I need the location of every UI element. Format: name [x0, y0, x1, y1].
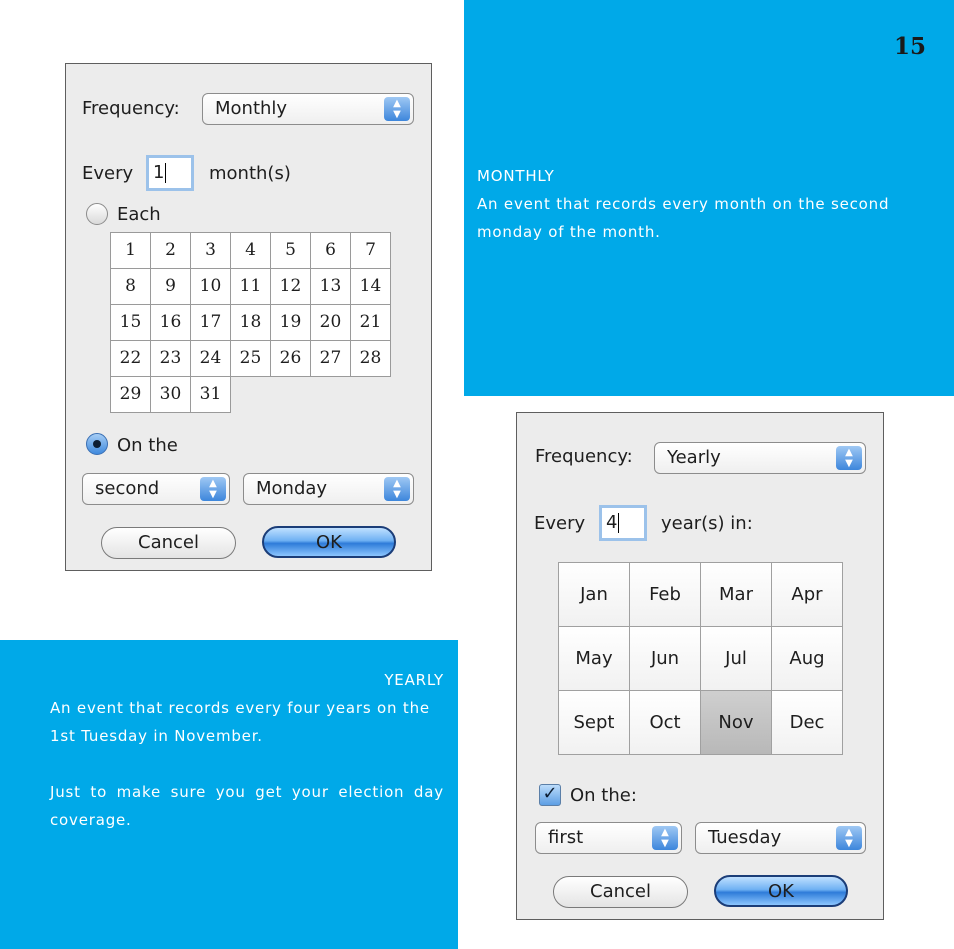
each-label: Each [117, 204, 161, 225]
day-cell[interactable]: 10 [191, 269, 231, 305]
day-cell[interactable]: 4 [231, 233, 271, 269]
day-cell[interactable]: 21 [351, 305, 391, 341]
month-cell-jun[interactable]: Jun [630, 627, 701, 691]
popup-arrows-icon: ▲ ▼ [384, 477, 410, 501]
cancel-button[interactable]: Cancel [553, 876, 688, 908]
day-cell[interactable]: 28 [351, 341, 391, 377]
weekday-value: Tuesday [708, 827, 782, 848]
popup-arrows-icon: ▲ ▼ [652, 826, 678, 850]
monthly-desc-line-2: monday of the month. [477, 223, 661, 241]
popup-arrows-icon: ▲ ▼ [200, 477, 226, 501]
day-cell[interactable]: 29 [111, 377, 151, 413]
day-cell[interactable]: 24 [191, 341, 231, 377]
day-of-month-grid [110, 232, 391, 413]
frequency-popup[interactable] [202, 93, 414, 125]
day-cell[interactable]: 2 [151, 233, 191, 269]
popup-arrows-icon: ▲ ▼ [836, 826, 862, 850]
day-cell[interactable]: 15 [111, 305, 151, 341]
month-cell-oct[interactable]: Oct [630, 691, 701, 755]
day-cell[interactable]: 18 [231, 305, 271, 341]
frequency-label: Frequency: [82, 98, 180, 119]
ok-button[interactable]: OK [262, 526, 396, 558]
yearly-heading: YEARLY [384, 671, 444, 689]
day-cell[interactable]: 8 [111, 269, 151, 305]
day-cell[interactable]: 7 [351, 233, 391, 269]
yearly-desc-line-1: An event that records every four years on the [50, 699, 430, 717]
day-cell[interactable]: 1 [111, 233, 151, 269]
cancel-button[interactable]: Cancel [101, 527, 236, 559]
ordinal-value: first [548, 827, 584, 848]
day-cell[interactable]: 19 [271, 305, 311, 341]
yearly-note-line-1: Just to make sure you get your election day [50, 783, 444, 801]
month-cell-aug[interactable]: Aug [772, 627, 843, 691]
popup-arrows-icon: ▲ ▼ [384, 97, 410, 121]
text-caret [618, 513, 619, 533]
checkmark-icon: ✓ [542, 783, 558, 804]
frequency-value: Yearly [667, 447, 721, 468]
weekday-value: Monday [256, 478, 328, 499]
interval-input[interactable] [599, 505, 647, 541]
day-cell[interactable]: 13 [311, 269, 351, 305]
day-cell[interactable]: 16 [151, 305, 191, 341]
day-cell[interactable]: 5 [271, 233, 311, 269]
month-grid [558, 562, 843, 755]
month-cell-jul[interactable]: Jul [701, 627, 772, 691]
yearly-note-line-2: coverage. [50, 811, 132, 829]
yearly-recurrence-dialog [516, 412, 884, 920]
text-caret [165, 163, 166, 183]
interval-value: 4 [606, 512, 618, 533]
month-cell-feb[interactable]: Feb [630, 563, 701, 627]
monthly-desc-line-1: An event that records every month on the second [477, 195, 890, 213]
day-cell[interactable]: 20 [311, 305, 351, 341]
monthly-recurrence-dialog [65, 63, 432, 571]
interval-value: 1 [153, 162, 165, 183]
day-cell[interactable]: 11 [231, 269, 271, 305]
interval-input[interactable] [146, 155, 194, 191]
day-cell[interactable]: 23 [151, 341, 191, 377]
radio-dot [93, 440, 101, 448]
day-cell[interactable]: 17 [191, 305, 231, 341]
every-label: Every [82, 163, 134, 184]
month-cell-jan[interactable]: Jan [559, 563, 630, 627]
day-cell[interactable]: 30 [151, 377, 191, 413]
unit-label: year(s) in: [661, 513, 753, 534]
on-the-radio[interactable] [86, 433, 108, 455]
day-cell[interactable]: 14 [351, 269, 391, 305]
ok-button[interactable]: OK [714, 875, 848, 907]
day-cell[interactable]: 12 [271, 269, 311, 305]
month-cell-may[interactable]: May [559, 627, 630, 691]
frequency-value: Monthly [215, 98, 288, 119]
monthly-description [477, 162, 917, 246]
paragraph-gap [50, 750, 444, 778]
on-the-label: On the: [570, 785, 637, 806]
month-cell-sept[interactable]: Sept [559, 691, 630, 755]
frequency-label: Frequency: [535, 446, 633, 467]
month-cell-nov[interactable]: Nov [701, 691, 772, 755]
day-cell[interactable]: 27 [311, 341, 351, 377]
yearly-desc-line-2: 1st Tuesday in November. [50, 727, 263, 745]
on-the-checkbox[interactable] [539, 784, 561, 806]
each-radio[interactable] [86, 203, 108, 225]
month-cell-mar[interactable]: Mar [701, 563, 772, 627]
day-cell[interactable]: 26 [271, 341, 311, 377]
day-cell[interactable]: 9 [151, 269, 191, 305]
day-cell[interactable]: 6 [311, 233, 351, 269]
month-cell-dec[interactable]: Dec [772, 691, 843, 755]
ordinal-popup[interactable] [535, 822, 682, 854]
weekday-popup[interactable] [695, 822, 866, 854]
popup-arrows-icon: ▲ ▼ [836, 446, 862, 470]
day-cell[interactable]: 3 [191, 233, 231, 269]
weekday-popup[interactable] [243, 473, 414, 505]
day-cell[interactable]: 31 [191, 377, 231, 413]
frequency-popup[interactable] [654, 442, 866, 474]
every-label: Every [534, 513, 586, 534]
day-cell[interactable]: 25 [231, 341, 271, 377]
unit-label: month(s) [209, 163, 291, 184]
page-number: 15 [893, 33, 926, 60]
monthly-heading: MONTHLY [477, 167, 555, 185]
ordinal-popup[interactable] [82, 473, 230, 505]
month-cell-apr[interactable]: Apr [772, 563, 843, 627]
ordinal-value: second [95, 478, 160, 499]
on-the-label: On the [117, 435, 178, 456]
day-cell[interactable]: 22 [111, 341, 151, 377]
yearly-description [50, 666, 444, 834]
